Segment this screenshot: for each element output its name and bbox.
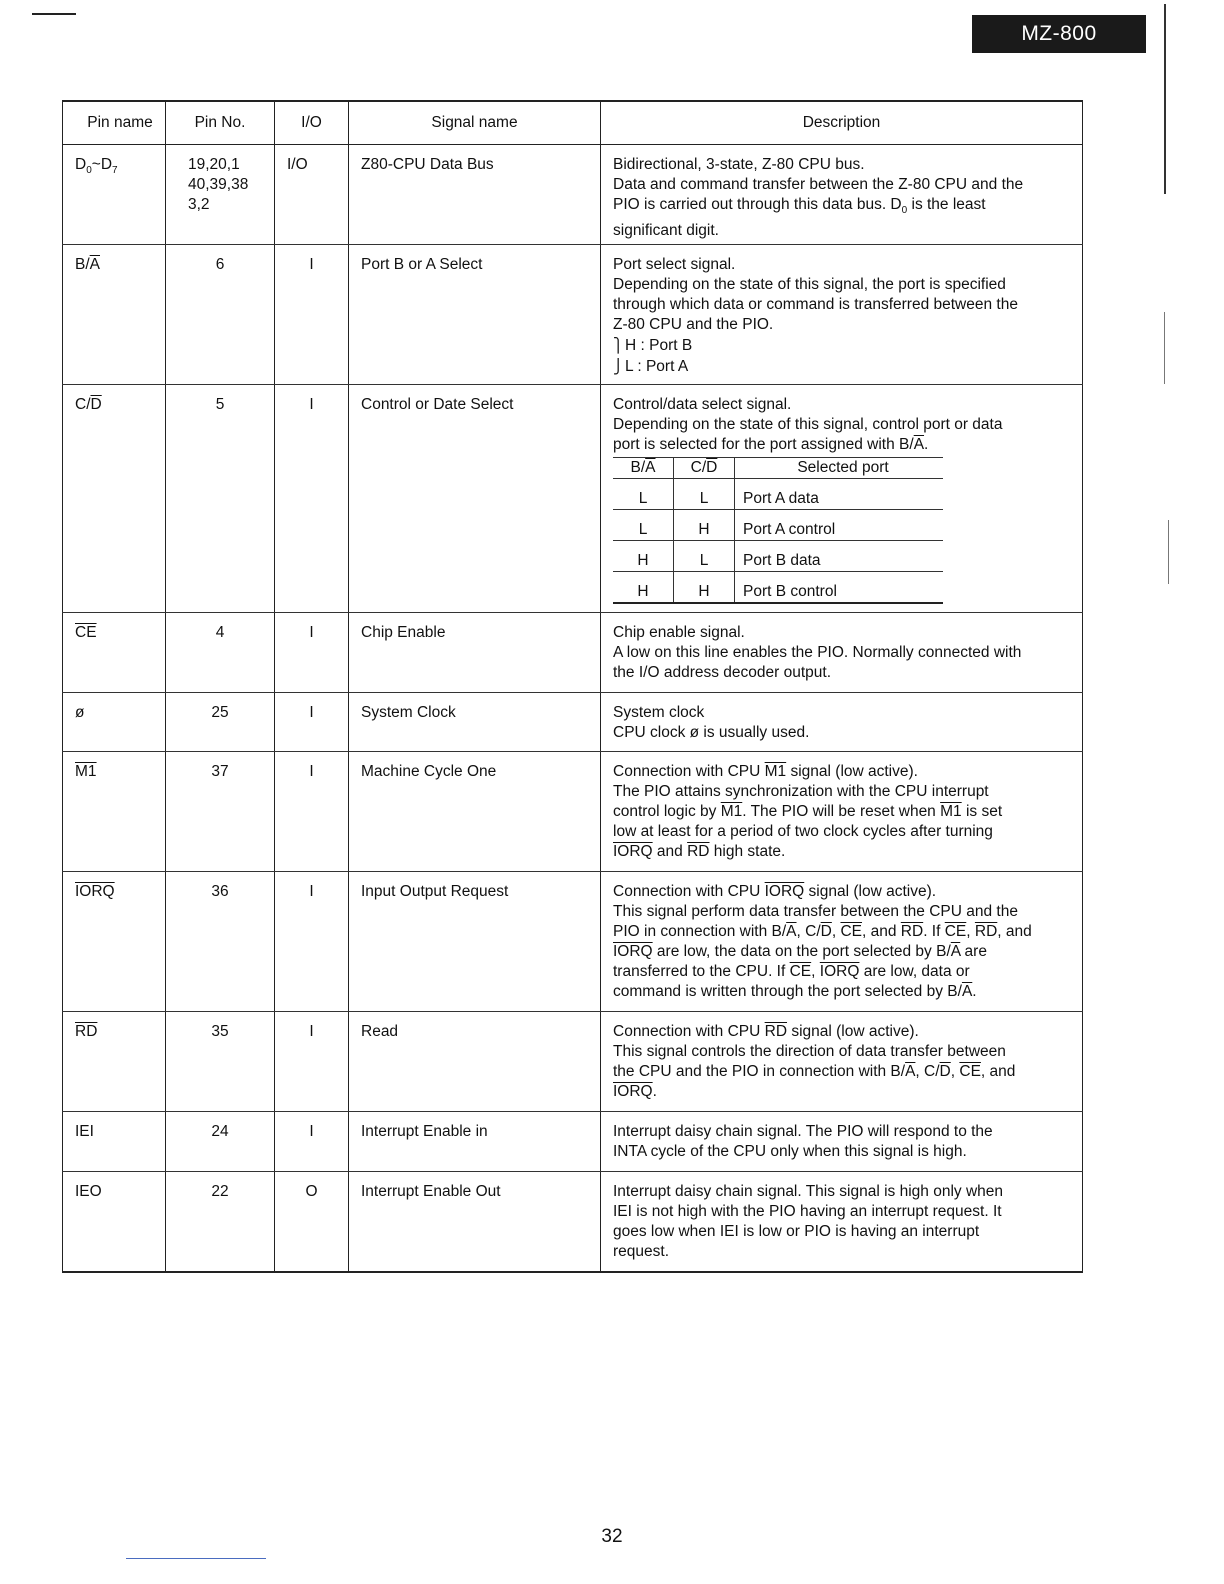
io-type: I/O	[275, 145, 349, 245]
pin-number: 36	[166, 872, 275, 1012]
description: Connection with CPU $\overline{RD}$ signal (low active). This signal controls the direction of data transfer between the CPU and the PIO in connection with $B/\overline{A}$, $C/\overline{D}$, $\overline{CE}$, and IORQ.	[601, 1012, 1083, 1112]
signal-name: Chip Enable	[349, 613, 601, 693]
pin-description-table	[62, 100, 1083, 1273]
description: Interrupt daisy chain signal. This signal is high only when IEI is not high with the PIO having an interrupt request. It goes low when IEI is low or PIO is having an interrupt request.	[601, 1172, 1083, 1272]
table-header-row	[63, 101, 1083, 145]
io-type: I	[275, 693, 349, 752]
table-row	[63, 245, 1083, 385]
pin-name: ø	[63, 693, 166, 752]
pin-number: 4	[166, 613, 275, 693]
sel-row: L H Port A control	[613, 510, 943, 541]
brace-mark: ⎭	[613, 358, 624, 374]
io-type: I	[275, 752, 349, 872]
signal-name: Interrupt Enable Out	[349, 1172, 601, 1272]
table-row	[63, 145, 1083, 245]
io-type: O	[275, 1172, 349, 1272]
sel-row: H L Port B data	[613, 541, 943, 572]
pin-number: 35	[166, 1012, 275, 1112]
page-edge-mark	[1164, 312, 1165, 384]
description: Connection with CPU IORQ signal (low active). This signal perform data transfer between the CPU and the PIO in connection with $B/\overline{A}$, $C/\overline{D}$, $\overline{CE}$, and $\overline{RD}$. If $\overline{CE}$, $\overline{RD}$, and IORQ are low, the data on the port selected by $B/\overline{A}$ are transferred to the CPU. If $\overline{CE}$, IORQ are low, data or command is written through the port selected by $B/\overline{A}$.	[601, 872, 1083, 1012]
signal-name: Input Output Request	[349, 872, 601, 1012]
table-row	[63, 1172, 1083, 1272]
pin-number: 19,20,1 40,39,38 3,2	[166, 145, 275, 245]
description: Chip enable signal. A low on this line enables the PIO. Normally connected with the I/O address decoder output.	[601, 613, 1083, 693]
pin-number: 25	[166, 693, 275, 752]
sel-row: H H Port B control	[613, 572, 943, 604]
pin-name: IEI	[63, 1112, 166, 1172]
pin-name: $\overline{CE}$	[63, 613, 166, 693]
column-header-pin-no: Pin No.	[166, 101, 275, 145]
table-row	[63, 385, 1083, 613]
pin-name: $C/\overline{D}$	[63, 385, 166, 613]
io-type: I	[275, 385, 349, 613]
signal-name: System Clock	[349, 693, 601, 752]
signal-name: Interrupt Enable in	[349, 1112, 601, 1172]
top-left-rule	[32, 13, 76, 15]
table-row	[63, 1112, 1083, 1172]
sel-header-port: Selected port	[735, 458, 944, 479]
pin-number: 5	[166, 385, 275, 613]
sel-header-cd: $C/\overline{D}$	[674, 458, 735, 479]
pin-name: M1	[63, 752, 166, 872]
description: Port select signal. Depending on the state of this signal, the port is specified through which data or command is transferred between the Z-80 CPU and the PIO. ⎫H : Port B ⎭L : Port A	[601, 245, 1083, 385]
pin-name: $D_0\sim D_7$	[63, 145, 166, 245]
pin-name: $\overline{RD}$	[63, 1012, 166, 1112]
page-edge-mark	[1168, 520, 1169, 584]
io-type: I	[275, 872, 349, 1012]
pin-name: IEO	[63, 1172, 166, 1272]
signal-name: Port B or A Select	[349, 245, 601, 385]
pin-number: 22	[166, 1172, 275, 1272]
io-type: I	[275, 1112, 349, 1172]
table-row	[63, 872, 1083, 1012]
io-type: I	[275, 613, 349, 693]
io-type: I	[275, 245, 349, 385]
pin-name: $B/\overline{A}$	[63, 245, 166, 385]
signal-name: Read	[349, 1012, 601, 1112]
pin-name: IORQ	[63, 872, 166, 1012]
table-row	[63, 613, 1083, 693]
sel-header-ba: $B/\overline{A}$	[613, 458, 674, 479]
description: System clock CPU clock ø is usually used.	[601, 693, 1083, 752]
column-header-pin-name: Pin name	[63, 101, 166, 145]
pin-number: 24	[166, 1112, 275, 1172]
page-edge-line	[1164, 4, 1166, 194]
description: Control/data select signal. Depending on the state of this signal, control port or data port is selected for the port assigned with $B/\overline{A}$. $B/\overline{A}$ $C/\overline{D}$ Selected port L L Port A data L H Port A control H L Port B data H H Port B control	[601, 385, 1083, 613]
description: Bidirectional, 3-state, Z-80 CPU bus. Data and command transfer between the Z-80 CPU and the PIO is carried out through this data bus. $D_0$ is the least significant digit.	[601, 145, 1083, 245]
table-row	[63, 693, 1083, 752]
page-number: 32	[601, 1526, 623, 1547]
model-tag: MZ-800	[972, 15, 1146, 53]
sel-row: L L Port A data	[613, 479, 943, 510]
column-header-description: Description	[601, 101, 1083, 145]
footer-rule	[126, 1558, 266, 1559]
description: Interrupt daisy chain signal. The PIO will respond to the INTA cycle of the CPU only when this signal is high.	[601, 1112, 1083, 1172]
io-type: I	[275, 1012, 349, 1112]
description: Connection with CPU M1 signal (low active). The PIO attains synchronization with the CPU interrupt control logic by M1. The PIO will be reset when M1 is set low at least for a period of two clock cycles after turning IORQ and $\overline{RD}$ high state.	[601, 752, 1083, 872]
signal-name: Z80-CPU Data Bus	[349, 145, 601, 245]
signal-name: Control or Date Select	[349, 385, 601, 613]
brace-mark: ⎫	[613, 337, 624, 353]
port-select-table	[613, 457, 943, 604]
pin-number: 6	[166, 245, 275, 385]
column-header-signal-name: Signal name	[349, 101, 601, 145]
column-header-io: I/O	[275, 101, 349, 145]
pin-number: 37	[166, 752, 275, 872]
signal-name: Machine Cycle One	[349, 752, 601, 872]
table-row	[63, 1012, 1083, 1112]
table-row	[63, 752, 1083, 872]
